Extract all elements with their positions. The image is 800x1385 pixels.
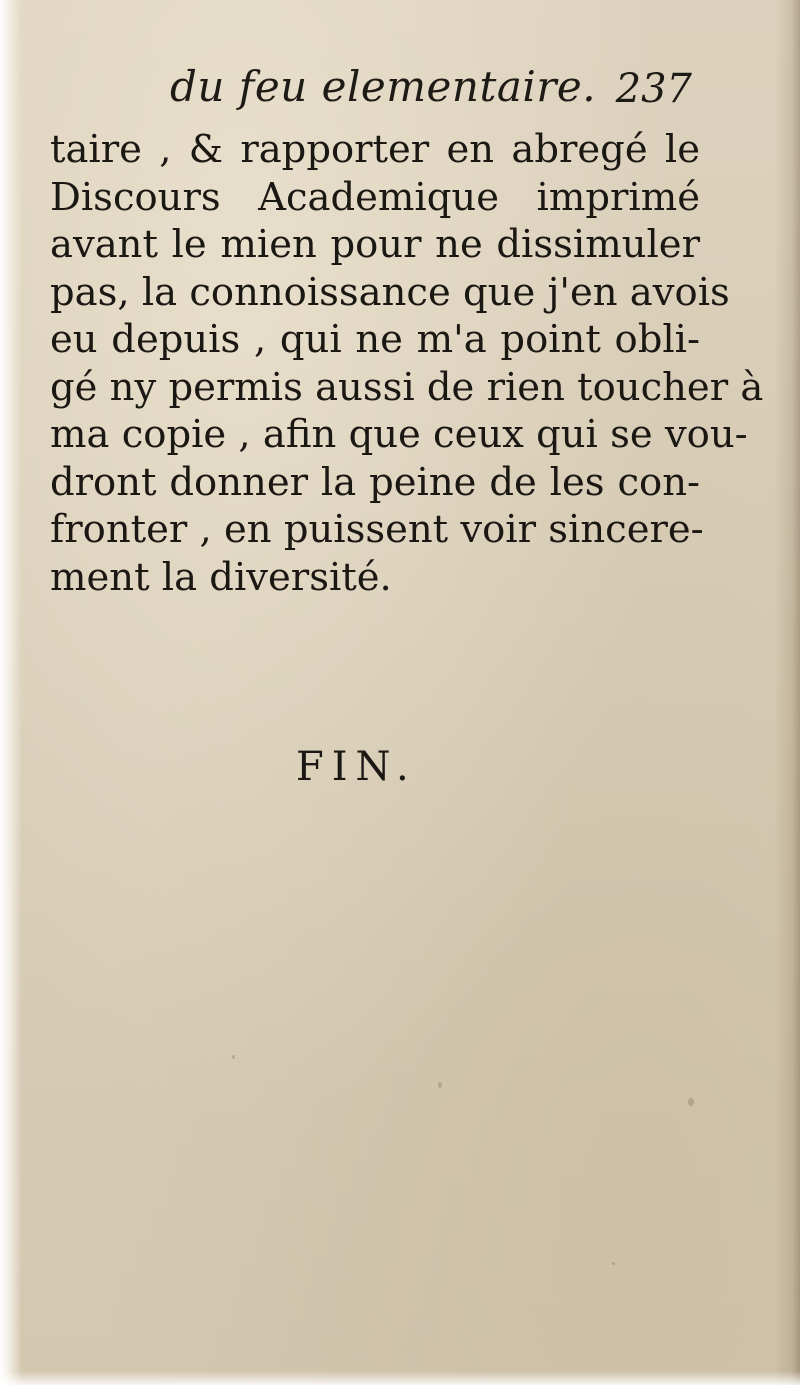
text-line: Discours Academique imprimé — [50, 174, 700, 220]
page-number: 237 — [615, 66, 692, 112]
running-head: du feu elementaire. — [170, 62, 597, 111]
body-text — [50, 126, 764, 601]
page-edge-shadow — [774, 0, 800, 1385]
text-line: ma copie , afin que ceux qui se vou- — [50, 412, 748, 457]
text-line: pas, la connoissance que j'en avois — [50, 269, 730, 315]
paper-speck — [612, 1262, 615, 1265]
paper-speck — [688, 1098, 694, 1106]
text-line: dront donner la peine de les con- — [50, 459, 700, 505]
text-line: eu depuis , qui ne m'a point obli- — [50, 317, 700, 362]
text-line: avant le mien pour ne dissimuler — [50, 222, 700, 267]
fin-colophon: FIN. — [296, 744, 417, 790]
text-line: gé ny permis aussi de rien toucher à — [50, 364, 764, 410]
paper-speck — [438, 1082, 442, 1088]
page-header — [170, 62, 710, 122]
text-line: fronter , en puissent voir sincere- — [50, 507, 704, 552]
text-line: taire , & rapporter en abregé le — [50, 127, 700, 172]
page-bottom-edge — [0, 1371, 800, 1385]
paper-speck — [232, 1055, 235, 1059]
text-line: ment la diversité. — [50, 554, 392, 600]
page-gutter — [0, 0, 22, 1385]
